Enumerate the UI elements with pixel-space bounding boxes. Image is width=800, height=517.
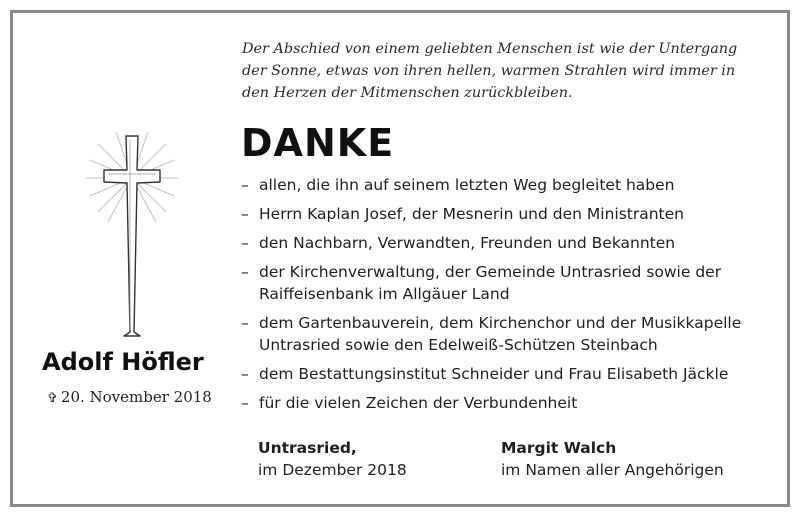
thanks-line: allen, die ihn auf seinem letzten Weg begleitet haben xyxy=(259,176,675,194)
dash-marker: – xyxy=(241,205,249,223)
thanks-line: dem Bestattungsinstitut Schneider und Frau Elisabeth Jäckle xyxy=(259,365,729,383)
thanks-item xyxy=(241,232,771,254)
thanks-line: den Nachbarn, Verwandten, Freunden und Bekannten xyxy=(259,234,676,252)
thanks-item xyxy=(241,174,771,196)
dash-marker: – xyxy=(241,234,249,252)
thanks-item xyxy=(241,363,771,385)
signer-behalf: im Namen aller Angehörigen xyxy=(501,461,724,479)
thanks-line: dem Gartenbauverein, dem Kirchenchor und der Musikkapelle xyxy=(259,314,742,332)
signer-name: Margit Walch xyxy=(501,439,617,457)
thanks-line: der Kirchenverwaltung, der Gemeinde Untrasried sowie der xyxy=(259,263,722,281)
thanks-item xyxy=(241,261,771,305)
cross-icon: ✞ xyxy=(47,391,58,406)
thanks-item xyxy=(241,392,771,414)
deceased-name: Adolf Höfler xyxy=(42,348,204,376)
cross-with-rays-icon xyxy=(86,130,178,342)
dash-marker: – xyxy=(241,314,249,332)
signature-date: im Dezember 2018 xyxy=(258,461,407,479)
danke-heading: DANKE xyxy=(241,121,395,165)
quote-line: der Sonne, etwas von ihren hellen, warmen Strahlen wird immer in xyxy=(242,63,736,79)
thanks-line: Untrasried sowie den Edelweiß-Schützen Steinbach xyxy=(259,336,658,354)
thanks-list xyxy=(241,174,771,421)
signature-place-date xyxy=(258,437,407,481)
thanks-line: für die vielen Zeichen der Verbundenheit xyxy=(259,394,578,412)
signature-place: Untrasried, xyxy=(258,439,357,457)
dash-marker: – xyxy=(241,263,249,281)
thanks-item xyxy=(241,203,771,225)
quote-text xyxy=(242,38,762,104)
dash-marker: – xyxy=(241,365,249,383)
death-date-line xyxy=(47,388,212,406)
quote-line: den Herzen der Mitmenschen zurückbleiben. xyxy=(242,85,573,101)
thanks-line: Raiffeisenbank im Allgäuer Land xyxy=(259,285,510,303)
signature-signer xyxy=(501,437,724,481)
dash-marker: – xyxy=(241,394,249,412)
thanks-item xyxy=(241,312,771,356)
dash-marker: – xyxy=(241,176,249,194)
thanks-line: Herrn Kaplan Josef, der Mesnerin und den Ministranten xyxy=(259,205,684,223)
death-date: 20. November 2018 xyxy=(60,388,212,406)
quote-line: Der Abschied von einem geliebten Menschen ist wie der Untergang xyxy=(242,41,738,57)
